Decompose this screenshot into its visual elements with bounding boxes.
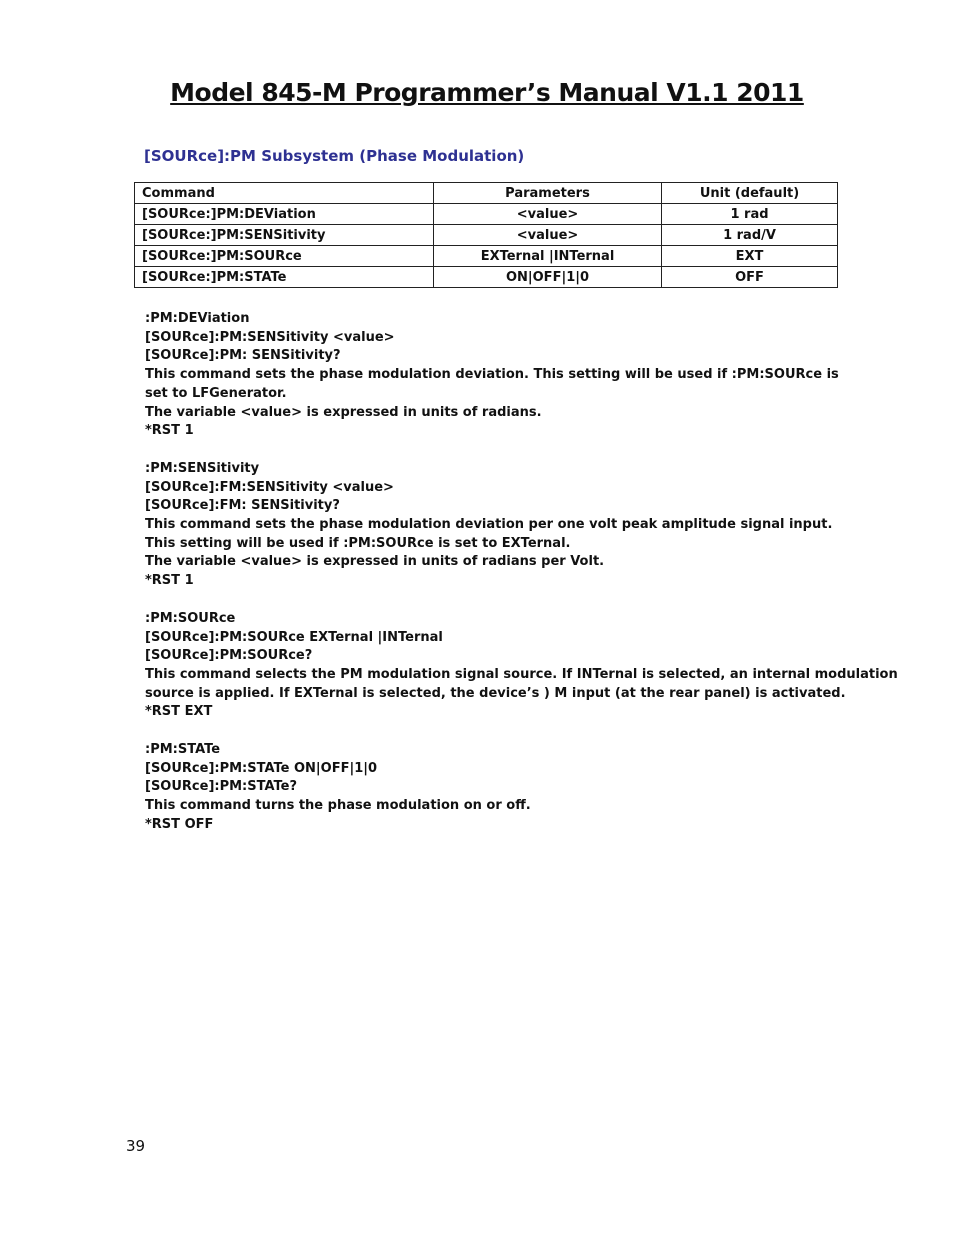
command-table xyxy=(134,182,838,288)
syntax-line: [SOURce]:FM:SENSitivity <value> xyxy=(145,479,394,495)
table-cell-parameters: <value> xyxy=(434,204,662,225)
table-cell-command: [SOURce:]PM:SENSitivity xyxy=(135,225,434,246)
description-line: This setting will be used if :PM:SOURce is set to EXTernal. xyxy=(145,535,571,551)
page-number: 39 xyxy=(126,1137,146,1155)
description-line: This command turns the phase modulation on or off. xyxy=(145,798,531,814)
syntax-line: [SOURce]:PM:STATe ON|OFF|1|0 xyxy=(145,760,378,776)
reset-value: *RST 1 xyxy=(145,573,194,589)
table-row xyxy=(135,204,838,225)
command-block-state xyxy=(145,741,825,835)
column-header-unit: Unit (default) xyxy=(662,183,838,204)
table-cell-unit: 1 rad/V xyxy=(662,225,838,246)
table-row xyxy=(135,225,838,246)
description-line: The variable <value> is expressed in units of radians. xyxy=(145,404,542,420)
description-line: This command selects the PM modulation signal source. If INTernal is selected, an internal modulation xyxy=(145,666,898,682)
table-cell-command: [SOURce:]PM:DEViation xyxy=(135,204,434,225)
table-cell-command: [SOURce:]PM:SOURce xyxy=(135,246,434,267)
description-line: This command sets the phase modulation deviation. This setting will be used if :PM:SOURce is xyxy=(145,367,839,383)
query-line: [SOURce]:FM: SENSitivity? xyxy=(145,498,340,514)
table-cell-command: [SOURce:]PM:STATe xyxy=(135,267,434,288)
reset-value: *RST 1 xyxy=(145,423,194,439)
page-title: Model 845-M Programmer’s Manual V1.1 2011 xyxy=(170,78,804,107)
table-cell-unit: 1 rad xyxy=(662,204,838,225)
command-block-sensitivity xyxy=(145,460,833,591)
column-header-command: Command xyxy=(135,183,434,204)
reset-value: *RST EXT xyxy=(145,704,213,720)
query-line: [SOURce]:PM:SOURce? xyxy=(145,648,313,664)
query-line: [SOURce]:PM:STATe? xyxy=(145,779,298,795)
command-block-source xyxy=(145,610,898,722)
command-name: :PM:STATe xyxy=(145,742,221,758)
table-header-row xyxy=(135,183,838,204)
command-name: :PM:SOURce xyxy=(145,610,236,626)
table-cell-unit: EXT xyxy=(662,246,838,267)
section-heading: [SOURce]:PM Subsystem (Phase Modulation) xyxy=(144,147,525,165)
description-line: set to LFGenerator. xyxy=(145,385,287,401)
query-line: [SOURce]:PM: SENSitivity? xyxy=(145,348,341,364)
description-line: The variable <value> is expressed in units of radians per Volt. xyxy=(145,554,605,570)
column-header-parameters: Parameters xyxy=(434,183,662,204)
description-line: This command sets the phase modulation deviation per one volt peak amplitude signal input. xyxy=(145,517,833,533)
command-name: :PM:SENSitivity xyxy=(145,460,260,476)
table-row xyxy=(135,246,838,267)
table-cell-parameters: ON|OFF|1|0 xyxy=(434,267,662,288)
table-cell-parameters: EXTernal |INTernal xyxy=(434,246,662,267)
description-line: source is applied. If EXTernal is selected, the device’s ) M input (at the rear panel) is activated. xyxy=(145,685,846,701)
command-block-deviation xyxy=(145,310,839,441)
table-cell-unit: OFF xyxy=(662,267,838,288)
table-row xyxy=(135,267,838,288)
command-name: :PM:DEViation xyxy=(145,311,250,326)
syntax-line: [SOURce]:PM:SOURce EXTernal |INTernal xyxy=(145,629,443,645)
command-descriptions xyxy=(145,310,898,854)
syntax-line: [SOURce]:PM:SENSitivity <value> xyxy=(145,329,395,345)
reset-value: *RST OFF xyxy=(145,816,214,832)
table-cell-parameters: <value> xyxy=(434,225,662,246)
